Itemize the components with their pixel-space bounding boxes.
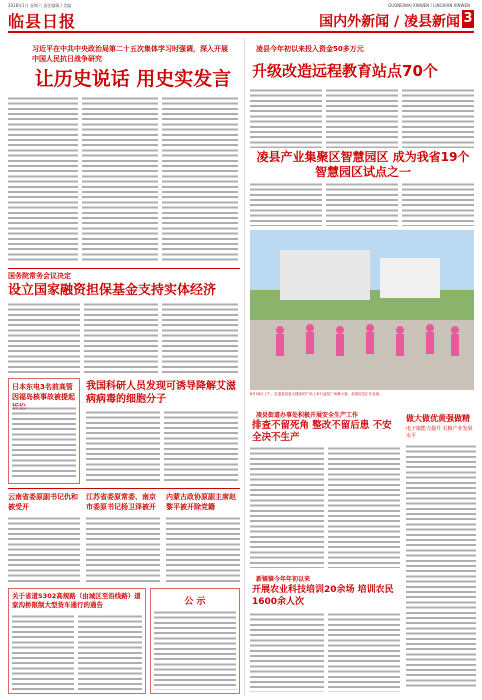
page-number: 3 bbox=[463, 11, 473, 26]
notice-title: 关于省道S302高规路（由城区至沿线路）道家沟桥限制大型货车通行的通告 bbox=[12, 592, 141, 609]
notice-body bbox=[12, 614, 74, 690]
article-body bbox=[402, 182, 474, 226]
section-title: 国内外新闻 / 凌县新闻 bbox=[319, 14, 460, 30]
article-body bbox=[166, 516, 240, 582]
article-title: 升级改造远程教育站点70个 bbox=[252, 62, 438, 80]
article-body bbox=[86, 410, 160, 484]
newspaper-logo: 临县日报 bbox=[8, 12, 77, 31]
news-photo bbox=[250, 230, 474, 390]
article-body bbox=[82, 96, 158, 264]
masthead bbox=[8, 9, 474, 33]
photo-caption: 8月28日上午，在凌县县委大楼前的广场上举行凌县广场舞大赛，参赛队员正在表演。 bbox=[250, 392, 383, 396]
article-body bbox=[250, 612, 324, 692]
article-body bbox=[84, 302, 158, 374]
article-title: 做大做优黄强做精 bbox=[406, 414, 470, 423]
column-divider bbox=[244, 38, 245, 696]
pinyin-line: GUONEIWAI XINWEN / LINGXIAN XINWEN bbox=[388, 3, 470, 8]
notice-title: 公 示 bbox=[184, 597, 206, 607]
article-title: 江苏省委原常委、南京市委原书记杨卫泽被开 bbox=[86, 493, 156, 511]
article-body bbox=[326, 182, 398, 226]
notice-body bbox=[78, 614, 142, 690]
article-title: 排查不留死角 整改不留后患 不安全决不生产 bbox=[252, 420, 392, 443]
article-body bbox=[164, 410, 238, 484]
article-kicker: 新镇镇今年年初以来 bbox=[256, 576, 311, 583]
article-body bbox=[250, 88, 322, 148]
article-body bbox=[86, 516, 160, 582]
article-kicker: 凌县今年初以来投入资金50多万元 bbox=[256, 45, 364, 53]
article-body bbox=[12, 406, 76, 480]
date-line: 2018年1月 星期六 责任编辑 / 美编 bbox=[8, 3, 72, 8]
notice-body bbox=[154, 610, 236, 690]
article-body bbox=[8, 516, 80, 582]
divider bbox=[8, 268, 240, 269]
article-title: 我国科研人员发现可诱导降解艾滋病病毒的细胞分子 bbox=[86, 381, 236, 405]
article-body bbox=[250, 446, 324, 568]
article-body bbox=[8, 302, 80, 374]
article-title: 让历史说话 用史实发言 bbox=[34, 68, 232, 90]
article-body bbox=[328, 612, 400, 692]
article-body bbox=[406, 444, 476, 690]
article-body bbox=[328, 446, 400, 568]
article-title: 开展农业科技培训20余场 培训农民1600余人次 bbox=[252, 585, 394, 607]
article-title: 云南省委原副书记仇和被受开 bbox=[8, 493, 78, 511]
divider bbox=[8, 488, 240, 489]
dancers-illustration bbox=[250, 230, 474, 390]
article-body bbox=[402, 88, 474, 148]
article-title: 凌县产业集聚区智慧园区 成为我省19个智慧园区试点之一 bbox=[256, 150, 470, 179]
article-body bbox=[162, 302, 238, 374]
article-kicker: 凌县街道办事处积极开展安全生产工作 bbox=[256, 412, 359, 419]
article-title: 日本东电3名前高管因福岛核事故被提起 bbox=[12, 383, 75, 401]
article-title: 内蒙古政协原副主席赵黎平被开除党籍 bbox=[166, 493, 236, 511]
article-body bbox=[162, 96, 238, 264]
article-body bbox=[326, 88, 398, 148]
article-subtitle: 电子镇能力提升 石粮产业发展水平 bbox=[406, 426, 473, 439]
article-title: 设立国家融资担保基金支持实体经济 bbox=[8, 283, 217, 298]
article-body bbox=[250, 182, 322, 226]
article-kicker: 习近平在中共中央政治局第二十五次集体学习时强调，深入开展中国人民抗日战争研究 bbox=[32, 45, 228, 63]
article-body bbox=[8, 96, 78, 264]
article-kicker: 国务院常务会议决定 bbox=[8, 272, 71, 280]
